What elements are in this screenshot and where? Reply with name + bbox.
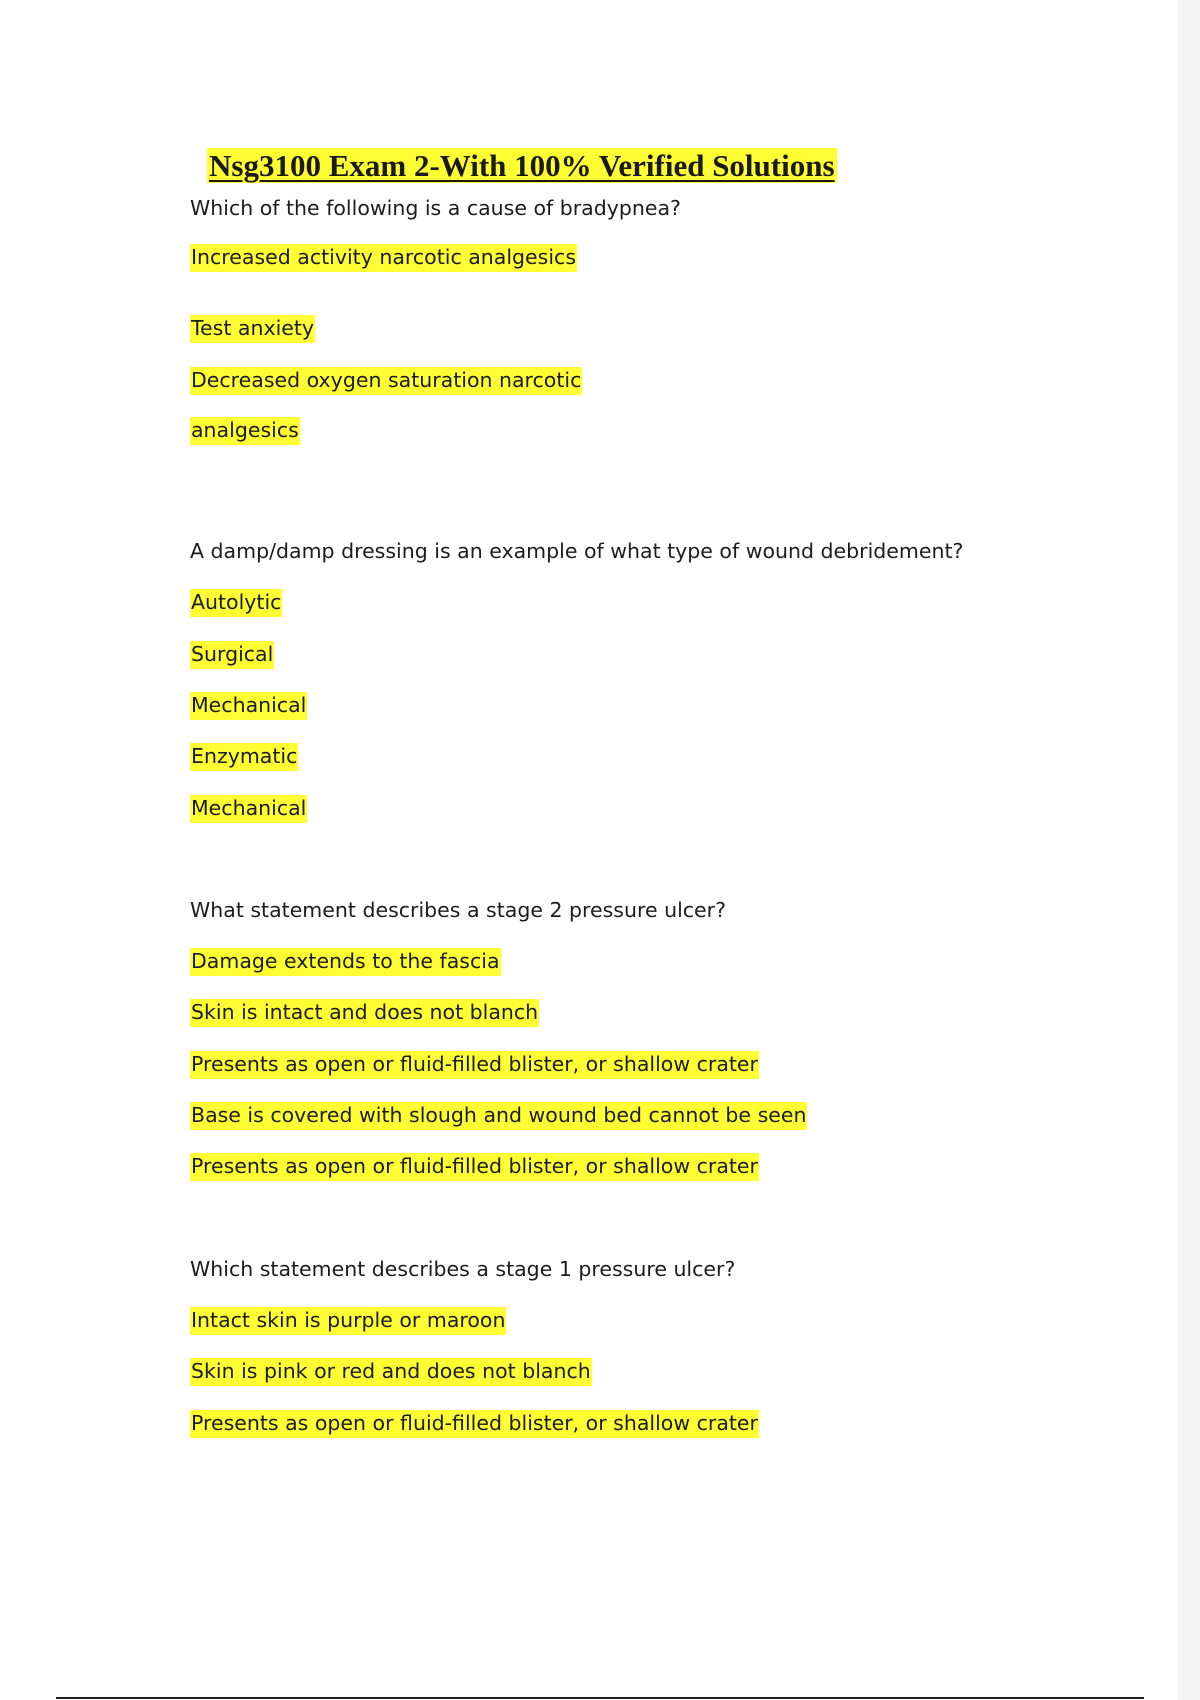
question-3-line-2: Skin is intact and does not blanch <box>190 998 539 1026</box>
question-3-line-5: Presents as open or fluid-filled blister, or shallow crater <box>190 1152 759 1180</box>
question-2-line-2: Surgical <box>190 640 274 668</box>
document-title <box>207 146 837 186</box>
document-title-text: Nsg3100 Exam 2-With 100% Verified Solutions <box>209 148 835 183</box>
question-4-line-1: Intact skin is purple or maroon <box>190 1306 506 1334</box>
question-1-line-1: Increased activity narcotic analgesics <box>190 243 577 271</box>
question-3-line-4: Base is covered with slough and wound bed cannot be seen <box>190 1101 807 1129</box>
question-3-line-1: Damage extends to the fascia <box>190 947 501 975</box>
question-1-line-3: Decreased oxygen saturation narcotic <box>190 366 582 394</box>
question-1-line-2: Test anxiety <box>190 314 315 342</box>
question-4-line-3: Presents as open or fluid-filled blister, or shallow crater <box>190 1409 759 1437</box>
question-4-text: Which statement describes a stage 1 pressure ulcer? <box>190 1257 736 1281</box>
page-edge <box>1178 0 1200 1700</box>
question-2-line-1: Autolytic <box>190 588 282 616</box>
question-1-line-4: analgesics <box>190 416 300 444</box>
question-2-text: A damp/damp dressing is an example of what type of wound debridement? <box>190 539 964 563</box>
question-2-line-5: Mechanical <box>190 794 307 822</box>
question-3-line-3: Presents as open or fluid-filled blister, or shallow crater <box>190 1050 759 1078</box>
question-4-line-2: Skin is pink or red and does not blanch <box>190 1357 592 1385</box>
question-2-line-3: Mechanical <box>190 691 307 719</box>
question-3-text: What statement describes a stage 2 pressure ulcer? <box>190 898 726 922</box>
question-1-text: Which of the following is a cause of bradypnea? <box>190 196 681 220</box>
footer-rule <box>56 1697 1144 1699</box>
question-2-line-4: Enzymatic <box>190 742 298 770</box>
